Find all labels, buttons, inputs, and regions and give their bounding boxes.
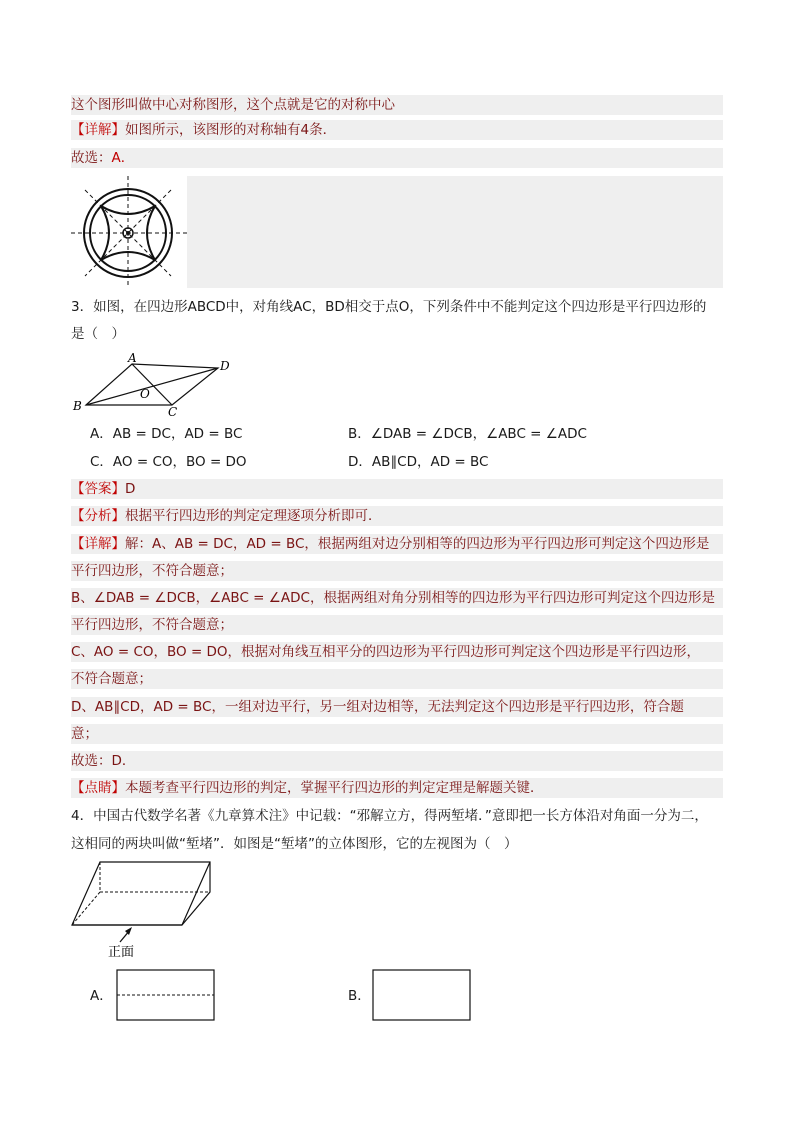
- q2-detail-tag: 【详解】: [71, 122, 125, 138]
- q3-detail-line1: [71, 534, 723, 554]
- symmetry-figure: [71, 176, 187, 288]
- q4-option-a-label: A．: [90, 988, 113, 1004]
- q2-explanation-line: [71, 95, 723, 115]
- front-label: 正面: [108, 945, 135, 960]
- q3-detail-line8: 意；: [71, 724, 723, 744]
- q4-stem-line1: 4．中国古代数学名著《九章算术注》中记载：“邪解立方，得两堑堵．”意即把一长方体沿对角面一分为二，: [71, 808, 708, 824]
- q3-option-a: A．AB = DC，AD = BC: [90, 426, 243, 442]
- q2-line1: 这个图形叫做中心对称图形，这个点就是它的对称中心: [71, 97, 395, 113]
- q3-choice-line: 故选：D．: [71, 751, 723, 771]
- label-a: A: [128, 351, 137, 365]
- q3-analysis-tag: 【分析】: [71, 508, 125, 524]
- q3-stem-line1: 3．如图，在四边形ABCD中，对角线AC，BD相交于点O，下列条件中不能判定这个四边形是平行四边形的: [71, 299, 707, 315]
- label-c: C: [168, 405, 178, 419]
- q3-option-d: D．AB∥CD，AD = BC: [348, 454, 489, 470]
- q2-detail-line: [71, 120, 723, 140]
- q2-detail-text: 如图所示，该图形的对称轴有4条．: [125, 122, 337, 138]
- q3-answer-tag: 【答案】: [71, 481, 125, 497]
- q3-detail-line6: 不符合题意；: [71, 669, 723, 689]
- q3-option-c: C．AO = CO，BO = DO: [90, 454, 247, 470]
- q3-detail-line5: C、AO = CO，BO = DO，根据对角线互相平分的四边形为平行四边形可判定这个四边形是平行四边形，: [71, 642, 723, 662]
- parallelogram-figure: [70, 350, 240, 420]
- q4-option-a-view: [116, 969, 216, 1022]
- q4-stem-line2: 这相同的两块叫做“堑堵”．如图是“堑堵”的立体图形，它的左视图为（ ）: [71, 836, 518, 852]
- label-o: O: [140, 387, 150, 401]
- q3-detail-line2: 平行四边形，不符合题意；: [71, 561, 723, 581]
- qiandu-solid-figure: [70, 858, 220, 962]
- q3-answer-text: D: [125, 481, 136, 497]
- q3-detail-line4: 平行四边形，不符合题意；: [71, 615, 723, 635]
- q3-analysis-text: 根据平行四边形的判定定理逐项分析即可．: [125, 508, 382, 524]
- q3-option-b: B．∠DAB = ∠DCB，∠ABC = ∠ADC: [348, 426, 587, 442]
- q3-comment-text: 本题考查平行四边形的判定，掌握平行四边形的判定定理是解题关键．: [125, 780, 544, 796]
- q2-choice-line: [71, 148, 723, 168]
- label-d: D: [220, 359, 230, 373]
- q3-comment-tag: 【点睛】: [71, 780, 125, 796]
- q3-detail-line3: B、∠DAB = ∠DCB，∠ABC = ∠ADC，根据两组对角分别相等的四边形为平行四边形可判定这个四边形是: [71, 588, 723, 608]
- q3-answer-line: [71, 479, 723, 499]
- label-b: B: [73, 399, 82, 413]
- q2-choice-value: A．: [111, 150, 135, 166]
- q3-detail-tag: 【详解】: [71, 536, 125, 552]
- q3-stem-line2: 是（ ）: [71, 326, 125, 342]
- q3-detail-text1: 解：A、AB = DC，AD = BC，根据两组对边分别相等的四边形为平行四边形可判定这个四边形是: [125, 536, 710, 552]
- q4-option-b-label: B．: [348, 988, 371, 1004]
- q3-comment-line: [71, 778, 723, 798]
- q2-choice-prefix: 故选：: [71, 150, 112, 166]
- q3-detail-line7: D、AB∥CD，AD = BC，一组对边平行，另一组对边相等，无法判定这个四边形是平行四边形，符合题: [71, 697, 723, 717]
- q4-option-b-view: [372, 969, 472, 1022]
- q3-analysis-line: [71, 506, 723, 526]
